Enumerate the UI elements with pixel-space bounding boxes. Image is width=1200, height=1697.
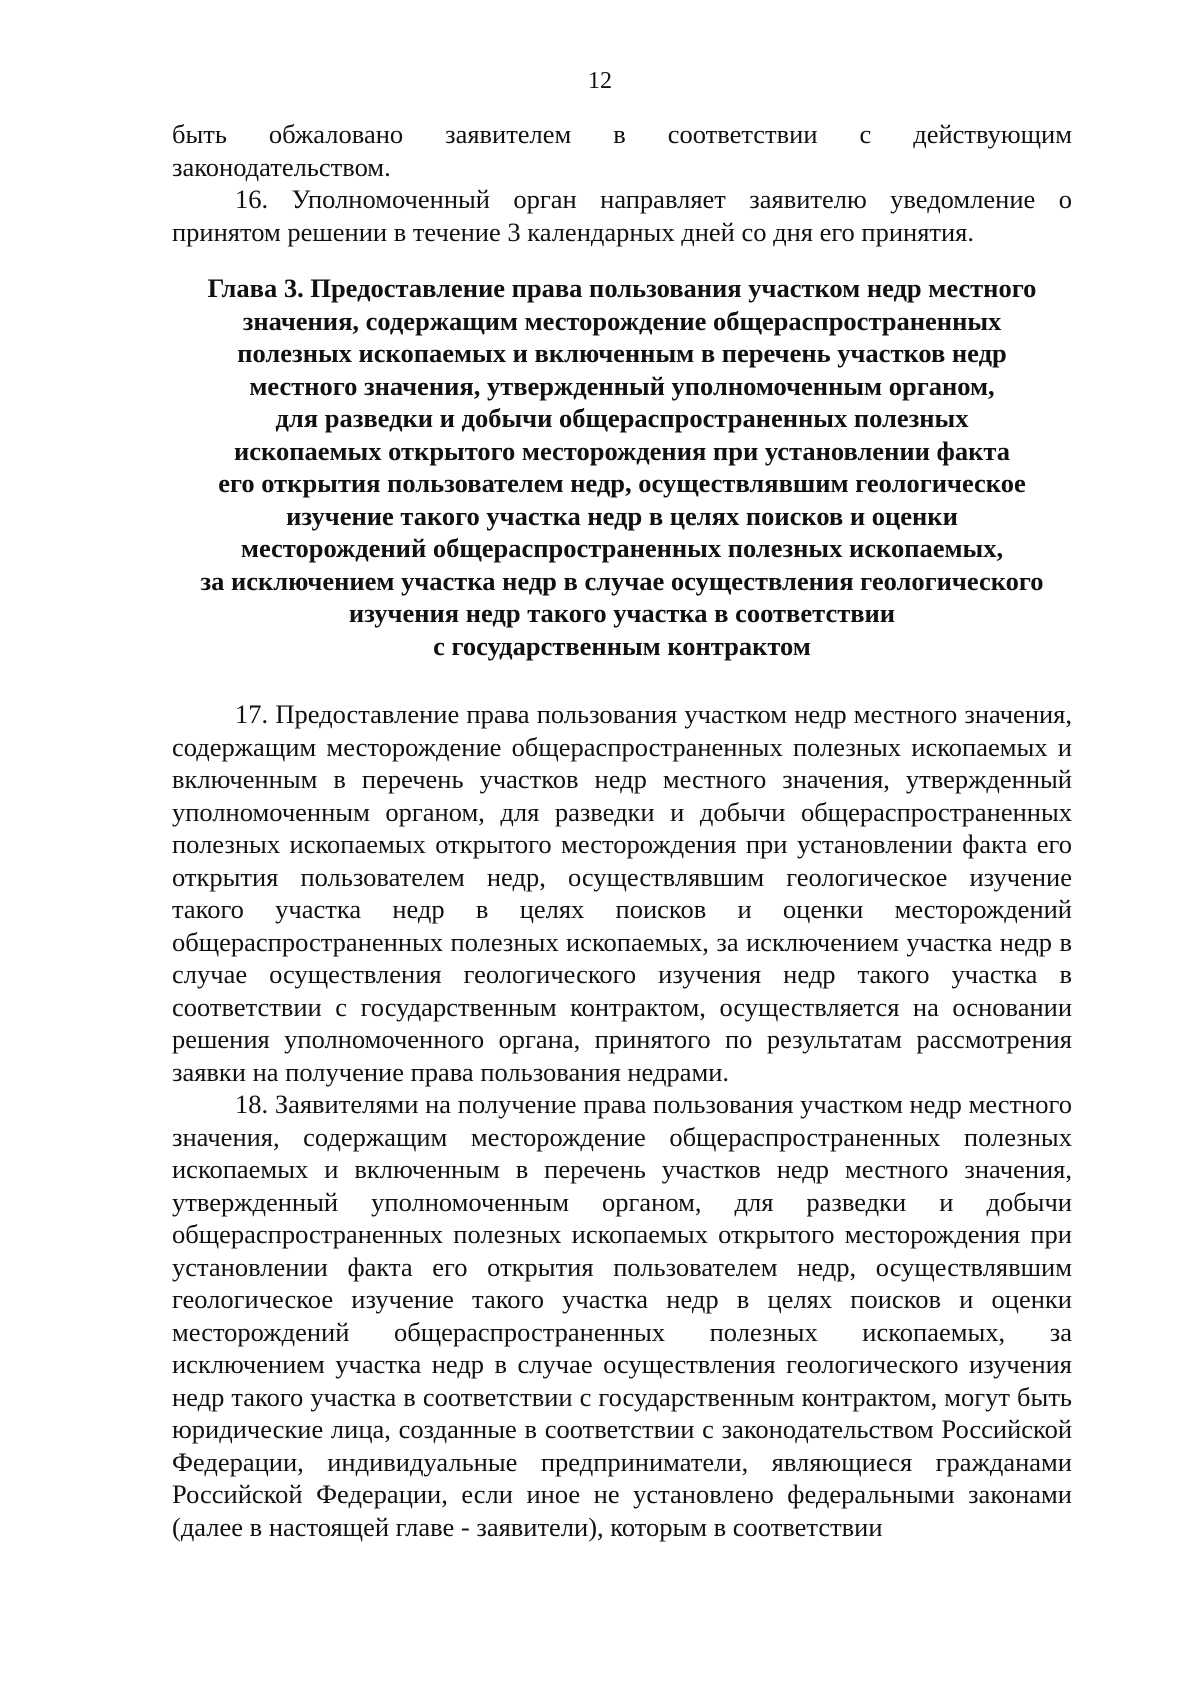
chapter-heading-line: его открытия пользователем недр, осуществлявшим геологическое bbox=[218, 468, 1026, 498]
chapter-heading-line: Глава 3. Предоставление права пользования участком недр местного bbox=[207, 273, 1037, 303]
chapter-heading-line: полезных ископаемых и включенным в перечень участков недр bbox=[237, 338, 1007, 368]
paragraph-16: 16. Уполномоченный орган направляет заявителю уведомление о принятом решении в течение 3 календарных дней со дня его принятия. bbox=[172, 184, 1072, 247]
chapter-heading-line: изучения недр такого участка в соответствии bbox=[348, 598, 896, 628]
chapter-heading bbox=[172, 272, 1072, 662]
document-body bbox=[172, 118, 1072, 1543]
chapter-heading-line: для разведки и добычи общераспространенных полезных bbox=[275, 403, 969, 433]
chapter-heading-line: значения, содержащим месторождение общераспространенных bbox=[242, 305, 1002, 336]
chapter-heading-line: месторождений общераспространенных полезных ископаемых, bbox=[240, 533, 1004, 563]
paragraph-18: 18. Заявителями на получение права пользования участком недр местного значения, содержащим месторождение общераспространенных полезных ископаемых и включенным в перечень участков недр местного значения, утвержденный уполномоченным органом, для разведки и добычи общераспространенных полезных ископаемых открытого месторождения при установлении факта его открытия пользователем недр, осуществлявшим геологическое изучение такого участка недр в целях поисков и оценки месторождений общераспространенных полезных ископаемых, за исключением участка недр в случае осуществления геологического изучения недр такого участка в соответствии с государственным контрактом, могут быть юридические лица, созданные в соответствии с законодательством Российской Федерации, индивидуальные предприниматели, являющиеся гражданами Российской Федерации, если иное не установлено федеральными законами (далее в настоящей главе - заявители), которым в соответствии bbox=[172, 1089, 1072, 1542]
page-number: 12 bbox=[588, 68, 612, 94]
chapter-heading-line: изучение такого участка недр в целях поисков и оценки bbox=[286, 500, 958, 531]
paragraph-17: 17. Предоставление права пользования участком недр местного значения, содержащим месторождение общераспространенных полезных ископаемых и включенным в перечень участков недр местного значения, утвержденный уполномоченным органом, для разведки и добычи общераспространенных полезных ископаемых открытого месторождения при установлении факта его открытия пользователем недр, осуществлявшим геологическое изучение такого участка недр в целях поисков и оценки месторождений общераспространенных полезных ископаемых, за исключением участка недр в случае осуществления геологического изучения недр такого участка в соответствии с государственным контрактом, осуществляется на основании решения уполномоченного органа, принятого по результатам рассмотрения заявки на получение права пользования недрами. bbox=[172, 699, 1072, 1087]
chapter-heading-line: с государственным контрактом bbox=[433, 630, 811, 661]
paragraph-15-continuation: быть обжаловано заявителем в соответствии с действующим законодательством. bbox=[172, 119, 1072, 182]
chapter-heading-line: местного значения, утвержденный уполномоченным органом, bbox=[249, 370, 995, 401]
chapter-heading-line: ископаемых открытого месторождения при установлении факта bbox=[234, 435, 1010, 466]
chapter-heading-line: за исключением участка недр в случае осуществления геологического bbox=[200, 565, 1044, 596]
